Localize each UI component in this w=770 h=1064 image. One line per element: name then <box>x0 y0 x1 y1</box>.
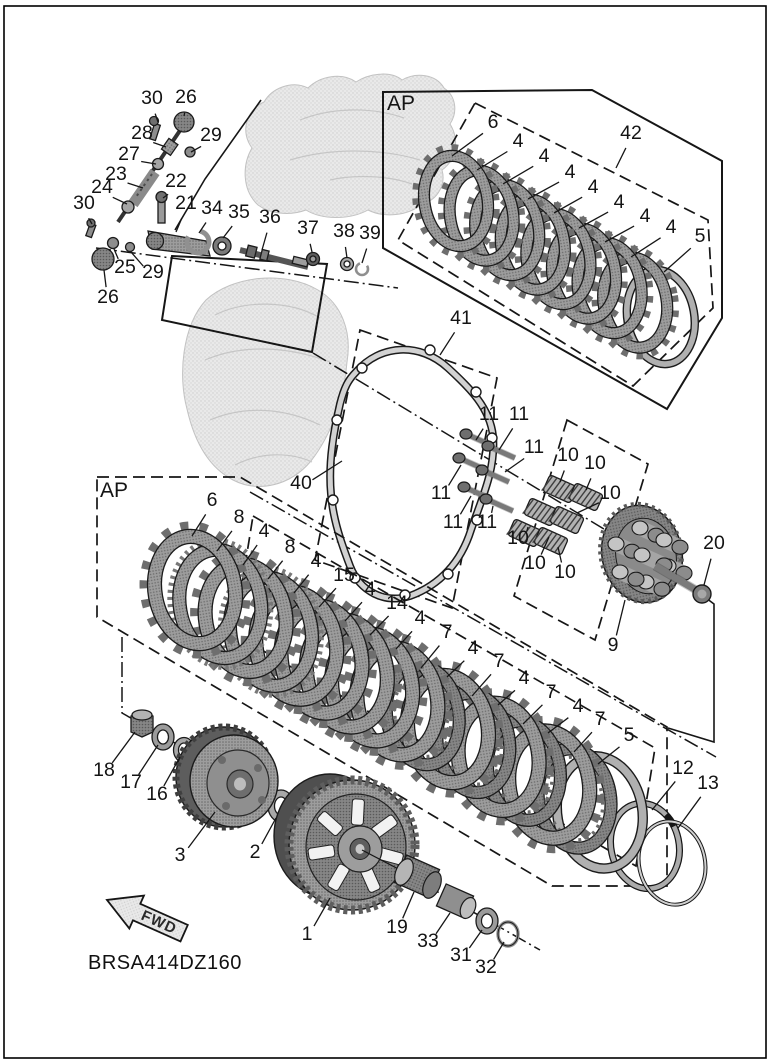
part-number-label: 38 <box>333 220 355 242</box>
part-number-label: 36 <box>259 206 281 228</box>
part-number-label: 4 <box>665 216 677 238</box>
part-number-label: 10 <box>554 561 576 583</box>
part-number-label: 29 <box>142 261 164 283</box>
part-number-label: 5 <box>623 724 635 746</box>
part-number-label: 30 <box>141 87 163 109</box>
leader-line <box>310 244 312 252</box>
part-number-label: 33 <box>417 930 439 952</box>
part-number-label: 14 <box>386 592 408 614</box>
part-number-label: 9 <box>607 634 619 656</box>
leader-line <box>184 113 185 116</box>
leader-line <box>104 270 106 287</box>
spring-23 <box>133 172 155 204</box>
part-number-label: 11 <box>523 436 545 458</box>
part-number-label: 26 <box>97 286 119 308</box>
part-number-label: 21 <box>175 192 197 214</box>
leader-line <box>505 458 524 472</box>
leader-line <box>345 247 347 258</box>
leader-line <box>403 892 414 918</box>
leader-line <box>262 233 267 250</box>
part-number-label: 10 <box>524 552 546 574</box>
part-number-label: 10 <box>584 452 606 474</box>
nut-29-right <box>185 147 195 157</box>
part-number-label: 7 <box>594 708 606 730</box>
part-number-label: 18 <box>93 759 115 781</box>
cover-bolt-11 <box>480 494 513 511</box>
part-number-label: 23 <box>105 163 127 185</box>
part-number-label: 32 <box>475 956 497 978</box>
leader-line <box>652 781 675 810</box>
leader-line <box>112 732 135 763</box>
part-number-label: 11 <box>430 482 452 504</box>
leader-line <box>704 559 711 585</box>
crankcase-cover-gasket <box>328 345 500 600</box>
part-number-label: 39 <box>359 222 381 244</box>
part-number-label: 4 <box>414 607 426 629</box>
detail-box-label: AP <box>386 92 416 115</box>
part-number-label: 2 <box>249 841 261 863</box>
leader-line <box>678 797 701 828</box>
detail-box-label: AP <box>99 479 129 502</box>
spacer-33 <box>436 884 478 921</box>
part-number-label: 31 <box>450 944 472 966</box>
leader-line <box>616 600 625 635</box>
washer-38 <box>341 258 354 271</box>
part-number-label: 11 <box>442 511 464 533</box>
part-number-label: 3 <box>174 844 186 866</box>
part-number-label: 11 <box>476 511 498 533</box>
clutch-boss-3 <box>176 727 278 827</box>
fwd-arrow-label: FWD <box>138 907 180 938</box>
part-number-label: 34 <box>201 197 223 219</box>
part-number-label: 4 <box>613 191 625 213</box>
gasket-bolt-holes <box>328 345 500 600</box>
part-number-label: 35 <box>228 201 250 223</box>
part-number-label: 4 <box>587 176 599 198</box>
part-number-label: 12 <box>672 757 694 779</box>
bolt20-connector-line <box>668 598 714 742</box>
nut-29-bottom <box>126 243 135 252</box>
part-number-label: 8 <box>233 506 245 528</box>
part-number-label: 19 <box>386 916 408 938</box>
leader-line <box>440 332 455 355</box>
part-number-label: 20 <box>703 532 725 554</box>
washer-17 <box>152 724 174 750</box>
part-number-label: 7 <box>493 650 505 672</box>
part-number-label: 4 <box>538 145 550 167</box>
part-number-label: 40 <box>290 472 312 494</box>
part-number-label: 24 <box>91 176 113 198</box>
part-number-label: 28 <box>131 122 153 144</box>
leader-line <box>664 248 691 272</box>
clutch-housing-1 <box>274 774 415 910</box>
part-number-label: 30 <box>73 192 95 214</box>
part-number-label: 13 <box>697 772 719 794</box>
leader-line <box>499 428 513 450</box>
part-number-label: 15 <box>333 564 355 586</box>
part-number-label: 25 <box>114 256 136 278</box>
part-number-label: 7 <box>545 681 557 703</box>
part-number-label: 27 <box>118 143 140 165</box>
part-number-label: 4 <box>512 130 524 152</box>
diagram-code: BRSA414DZ160 <box>88 952 242 974</box>
leader-line <box>113 197 127 204</box>
o-ring-32-edge <box>498 922 518 946</box>
part-number-label: 11 <box>478 403 500 425</box>
part-number-label: 26 <box>175 86 197 108</box>
part-number-label: 10 <box>599 482 621 504</box>
leader-line <box>616 148 626 168</box>
part-number-label: 4 <box>518 667 530 689</box>
part-number-label: 37 <box>297 217 319 239</box>
part-number-label: 6 <box>206 489 218 511</box>
leader-line <box>223 226 232 238</box>
part-number-label: 4 <box>258 520 270 542</box>
nut-25 <box>108 238 119 249</box>
cover-bolt-11 <box>482 441 515 458</box>
part-number-label: 11 <box>508 403 530 425</box>
part-number-label: 4 <box>572 695 584 717</box>
part-number-label: 42 <box>620 122 642 144</box>
washer-31 <box>476 908 498 934</box>
fwd-arrow <box>100 883 191 950</box>
part-number-label: 16 <box>146 783 168 805</box>
part-number-label: 4 <box>639 205 651 227</box>
c-clip-39 <box>356 263 368 275</box>
part-number-label: 5 <box>694 225 706 247</box>
part-number-label: 7 <box>441 621 453 643</box>
part-number-label: 17 <box>120 771 142 793</box>
part-number-label: 4 <box>310 550 322 572</box>
part-number-label: 10 <box>507 527 529 549</box>
leader-line <box>362 249 367 263</box>
part-number-label: 41 <box>450 307 472 329</box>
part-number-label: 22 <box>165 170 187 192</box>
part-number-label: 6 <box>487 111 499 133</box>
part-number-label: 1 <box>301 923 313 945</box>
part-number-label: 4 <box>364 578 376 600</box>
part-number-label: 8 <box>284 536 296 558</box>
part-number-label: 10 <box>557 444 579 466</box>
leader-line <box>176 218 182 232</box>
part-number-label: 4 <box>564 161 576 183</box>
part-number-label: 4 <box>467 637 479 659</box>
nut-37 <box>307 253 320 266</box>
push-rod-36 <box>240 245 308 267</box>
ball-joint-26-bottom <box>92 248 114 270</box>
part-number-label: 29 <box>200 124 222 146</box>
